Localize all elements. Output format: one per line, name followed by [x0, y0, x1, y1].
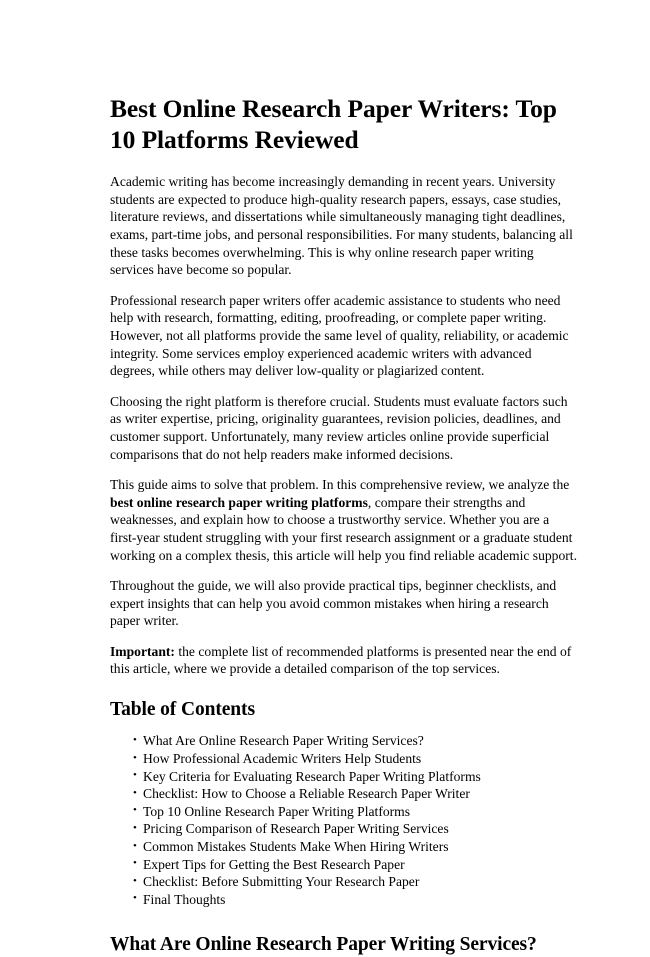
paragraph-guide-purpose-lead: This guide aims to solve that problem. In this comprehensive review, we analyze the — [110, 477, 570, 493]
paragraph-professional-writers: Professional research paper writers offer academic assistance to students who need help with research, formatting, editing, proofreading, or complete paper writing. However, not all platforms provide the same level of quality, reliability, or academic integrity. Some services employ experienced academic writers with advanced degrees, while others may deliver low-quality or plagiarized content. — [110, 292, 569, 379]
list-item[interactable] — [133, 820, 577, 838]
emphasis-best-platforms: best online research paper writing platforms — [110, 494, 368, 510]
list-item[interactable] — [133, 891, 577, 909]
table-of-contents-list — [110, 732, 577, 908]
important-label: Important: — [110, 643, 175, 659]
list-item[interactable] — [133, 856, 577, 874]
list-item[interactable] — [133, 803, 577, 821]
toc-item-label: Pricing Comparison of Research Paper Writing Services — [143, 821, 449, 837]
paragraph-important-note — [110, 643, 577, 678]
list-item[interactable] — [133, 785, 577, 803]
toc-item-label: Key Criteria for Evaluating Research Paper Writing Platforms — [143, 768, 481, 784]
list-item[interactable] — [133, 750, 577, 768]
toc-item-label: How Professional Academic Writers Help Students — [143, 751, 422, 767]
list-item[interactable] — [133, 838, 577, 856]
list-item[interactable] — [133, 873, 577, 891]
toc-item-label: What Are Online Research Paper Writing Services? — [143, 733, 424, 749]
toc-item-label: Checklist: Before Submitting Your Research Paper — [143, 874, 420, 890]
paragraph-intro: Academic writing has become increasingly demanding in recent years. University students are expected to produce high-quality research papers, essays, case studies, literature reviews, and dissertations while simultaneously managing tight deadlines, exams, part-time jobs, and personal responsibilities. For many students, balancing all these tasks becomes overwhelming. This is why online research paper writing services have become so popular. — [110, 174, 573, 278]
paragraph-guide-purpose — [110, 476, 577, 564]
toc-item-label: Common Mistakes Students Make When Hiring Writers — [143, 839, 449, 855]
list-item[interactable] — [133, 768, 577, 786]
toc-item-label: Final Thoughts — [143, 891, 226, 907]
table-of-contents-heading: Table of Contents — [110, 699, 255, 721]
section-heading-what-are-services: What Are Online Research Paper Writing Services? — [110, 934, 537, 956]
paragraph-choosing-platform: Choosing the right platform is therefore crucial. Students must evaluate factors such as writer expertise, pricing, originality guarantees, revision policies, deadlines, and customer support. Unfortunately, many review articles online provide superficial comparisons that do not help readers make informed decisions. — [110, 393, 568, 462]
toc-item-label: Checklist: How to Choose a Reliable Research Paper Writer — [143, 786, 470, 802]
list-item[interactable] — [133, 732, 577, 750]
page-title: Best Online Research Paper Writers: Top 10 Platforms Reviewed — [110, 94, 557, 155]
paragraph-guide-purpose-tail: , compare their strengths and weaknesses, and explain how to choose a trustworthy service. Whether you are a first-year student struggling with your first research assignment or a graduate student working on a complex thesis, this article will help you find reliable academic support. — [110, 494, 577, 563]
paragraph-guide-contents: Throughout the guide, we will also provide practical tips, beginner checklists, and expert insights that can help you avoid common mistakes when hiring a research paper writer. — [110, 578, 557, 629]
toc-item-label: Top 10 Online Research Paper Writing Platforms — [143, 803, 411, 819]
important-note-text: the complete list of recommended platforms is presented near the end of this article, where we provide a detailed comparison of the top services. — [110, 643, 572, 677]
toc-item-label: Expert Tips for Getting the Best Research Paper — [143, 856, 405, 872]
